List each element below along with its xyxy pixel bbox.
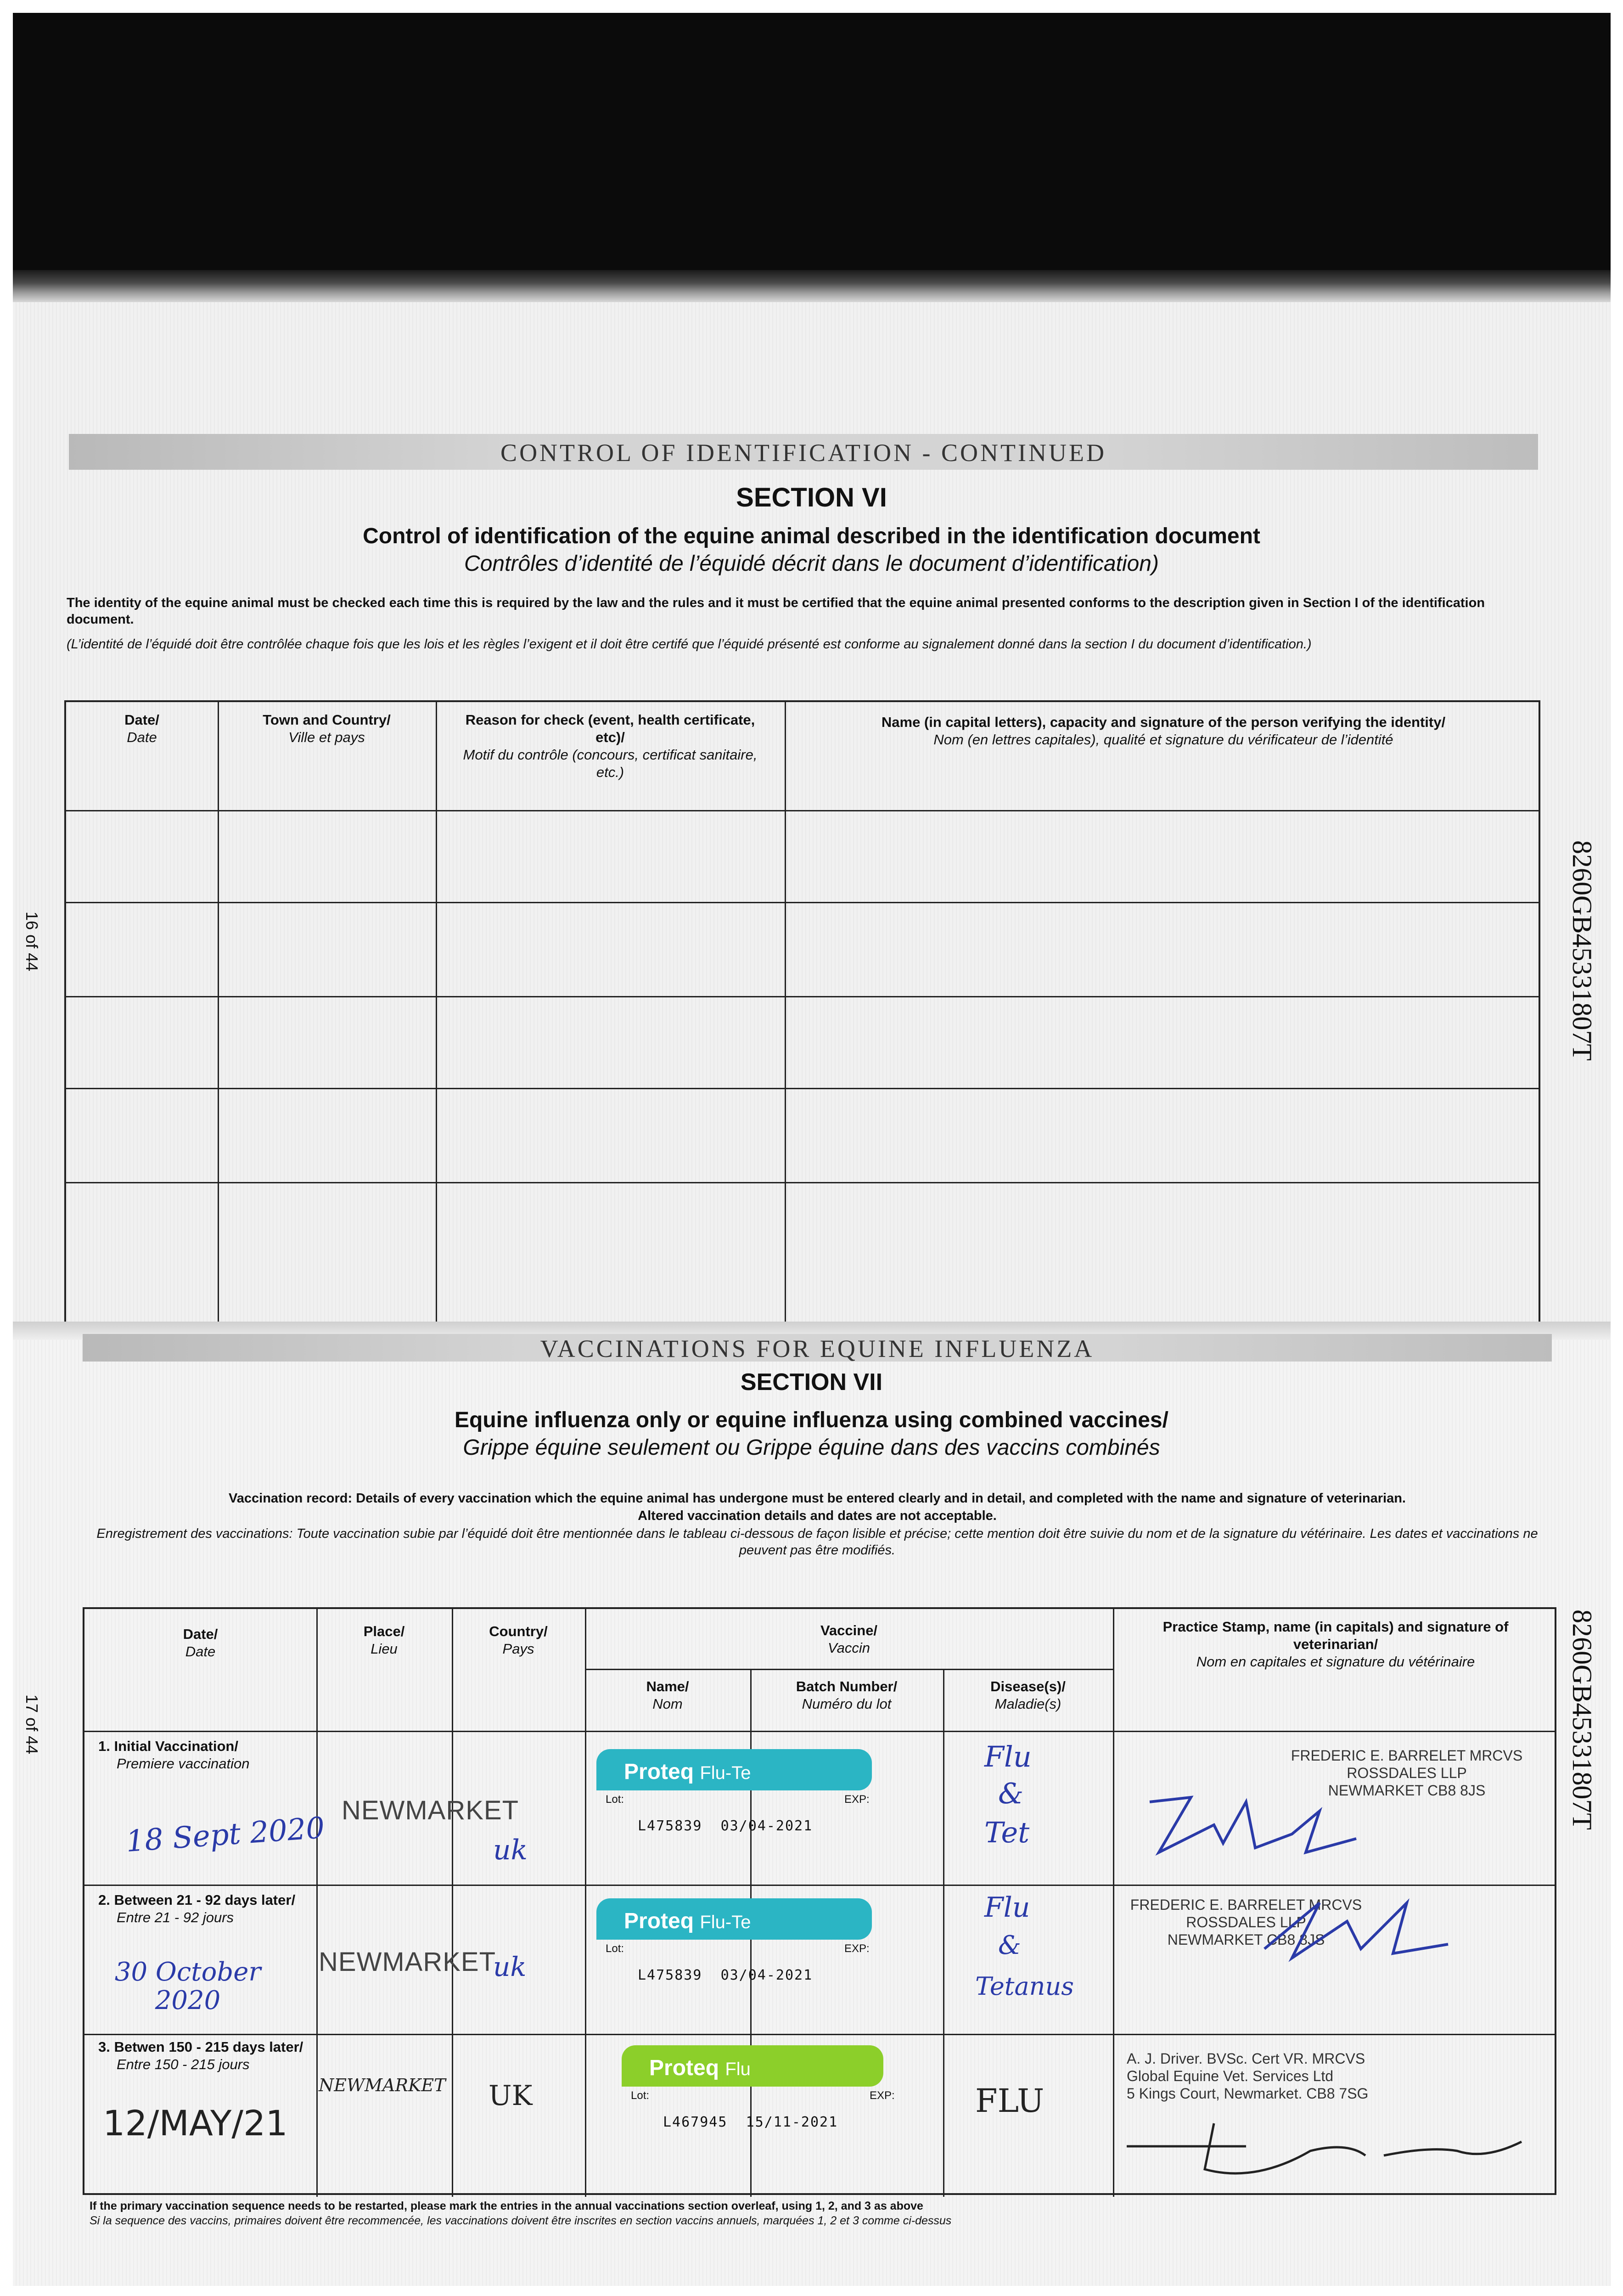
row3-disease-1: FLU [975,2082,1045,2120]
row1-vaccine-label: Proteq Flu-Te Lot: EXP: L475839 03/04-2021 [596,1749,872,1846]
section7-instructions-en: Vaccination record: Details of every vaccination which the equine animal has undergone must be entered clearly and in detail, and completed with the name and signature of veterinarian. [229,1491,1406,1506]
section6-title: SECTION VI [736,483,887,512]
row3-date: 12/MAY/21 [103,2103,288,2144]
row1-label: 1. Initial Vaccination/ Premiere vaccination [98,1738,250,1772]
booklet-spine [13,270,1611,302]
row2-date: 30 October 2020 [114,1957,261,2015]
section7-instructions-en2: Altered vaccination details and dates are not acceptable. [638,1508,997,1523]
row2-brand-sub: Flu-Te [700,1912,751,1932]
vacc-header-date: Date/ Date [183,1626,218,1660]
section7-subtitle-fr: Grippe équine seulement ou Grippe équine dans des vaccins combinés [463,1435,1160,1460]
row1-country: uk [493,1834,528,1866]
row1-disease-1: Flu [984,1740,1032,1773]
section6-subtitle-fr: Contrôles d’identité de l’équidé décrit dans le document d’identification) [464,551,1159,576]
header-date: Date/ Date [124,712,159,745]
row3-batch: L467945 [663,2114,728,2130]
header-name-signature: Name (in capital letters), capacity and signature of the person verifying the identity/ Nom (en lettres capitales), qualité et signature du vérificateur de l’identité [881,714,1446,748]
row3-brand-sub: Flu [725,2059,751,2079]
row1-vet-stamp: FREDERIC E. BARRELET MRCVS ROSSDALES LLP NEWMARKET CB8 8JS [1291,1747,1523,1799]
row3-vaccine-label: Proteq Flu Lot: EXP: L467945 15/11-2021 [622,2045,897,2142]
serial-number-top: 8260GB45331807T [1567,840,1597,1061]
section7-subtitle-en: Equine influenza only or equine influenza using combined vaccines/ [455,1408,1168,1432]
row2-disease-2: & [998,1930,1021,1960]
row2-place: NEWMARKET [319,1947,496,1977]
row1-brand-sub: Flu-Te [700,1763,751,1783]
page-number-17: 17 of 44 [22,1694,41,1755]
vacc-header-batch: Batch Number/ Numéro du lot [796,1678,898,1712]
row1-place: NEWMARKET [342,1795,519,1825]
footnote-en: If the primary vaccination sequence needs to be restarted, please mark the entries in the annual vaccinations section overleaf, using 1, 2, and 3 as above [90,2200,923,2212]
row2-vaccine-label: Proteq Flu-Te Lot: EXP: L475839 03/04-2021 [596,1898,872,1995]
row3-brand-main: Proteq [649,2056,719,2080]
vacc-header-vaccine: Vaccine/ Vaccin [820,1622,878,1656]
row2-exp: 03/04-2021 [720,1967,813,1983]
page-number-16: 16 of 44 [22,912,41,972]
vaccination-table [83,1607,1556,2195]
section7-instructions-fr: Enregistrement des vaccinations: Toute vaccination subie par l’équidé doit être mentionnée dans le tableau ci-dessous de façon lisible et précise; cette mention doit être suivie du nom et de la signature du vétérinaire. Les dates et vaccinations ne peuvent pas être modifiés. [96,1526,1538,1558]
section6-table [64,700,1540,1329]
scanner-shadow [13,13,1611,270]
row2-vet-stamp: FREDERIC E. BARRELET MRCVS ROSSDALES LLP NEWMARKET CB8 8JS [1130,1896,1362,1948]
vacc-header-practice: Practice Stamp, name (in capitals) and signature of veterinarian/ Nom en capitales et signature du vétérinaire [1162,1619,1509,1670]
row2-batch: L475839 [638,1967,702,1983]
section6-instructions-fr: (L’identité de l’équidé doit être contrôlée chaque fois que les lois et les règles l’exigent et il doit être certifé que l’équidé présenté est conforme au signalement donné dans la section I du document d’identification.) [67,637,1312,652]
row3-place: NEWMARKET [319,2075,446,2095]
row1-date: 18 Sept 2020 [124,1811,326,1859]
vacc-header-name: Name/ Nom [646,1678,689,1712]
row2-label: 2. Between 21 - 92 days later/ Entre 21 - 92 jours [98,1892,296,1925]
row2-country: uk [493,1951,527,1982]
row3-country: UK [489,2080,533,2112]
vacc-header-place: Place/ Lieu [363,1623,405,1657]
row1-batch: L475839 [638,1818,702,1834]
section6-subtitle-en: Control of identification of the equine animal described in the identification document [363,524,1260,548]
row2-disease-3: Tetanus [975,1972,1074,2001]
row3-label: 3. Betwen 150 - 215 days later/ Entre 150 - 215 jours [98,2039,303,2072]
row2-brand-main: Proteq [624,1909,694,1933]
serial-number-bottom: 8260GB45331807T [1567,1609,1597,1830]
row3-signature [1108,2105,1540,2183]
row3-exp: 15/11-2021 [746,2114,838,2130]
row1-exp: 03/04-2021 [720,1818,813,1834]
header-town-country: Town and Country/ Ville et pays [263,712,391,745]
row2-signature [1255,1894,1485,1967]
section7-title: SECTION VII [740,1369,883,1396]
row1-brand-main: Proteq [624,1760,694,1784]
row1-signature [1140,1784,1370,1866]
header-reason: Reason for check (event, health certificate, etc)/ Motif du contrôle (concours, certificat sanitaire, etc.) [463,712,758,780]
row3-vet-stamp: A. J. Driver. BVSc. Cert VR. MRCVS Global Equine Vet. Services Ltd 5 Kings Court, Newmarket. CB8 7SG [1127,2050,1369,2102]
row1-disease-3: Tet [984,1816,1030,1849]
row1-disease-2: & [998,1777,1024,1810]
vacc-header-country: Country/ Pays [489,1623,548,1657]
section6-instructions-en: The identity of the equine animal must be checked each time this is required by the law and the rules and it must be certified that the equine animal presented conforms to the description given in Section I of the identification document. [67,596,1485,627]
vacc-header-disease: Disease(s)/ Maladie(s) [990,1678,1066,1712]
footnote-fr: Si la sequence des vaccins, primaires doivent être recommencée, les vaccinations doivent être inscrites en section vaccins annuels, marquées 1, 2 et 3 comme ci-dessus [90,2214,952,2227]
row2-disease-1: Flu [984,1891,1030,1924]
section6-band: CONTROL OF IDENTIFICATION - CONTINUED [69,434,1538,470]
section7-band: VACCINATIONS FOR EQUINE INFLUENZA [83,1334,1552,1362]
